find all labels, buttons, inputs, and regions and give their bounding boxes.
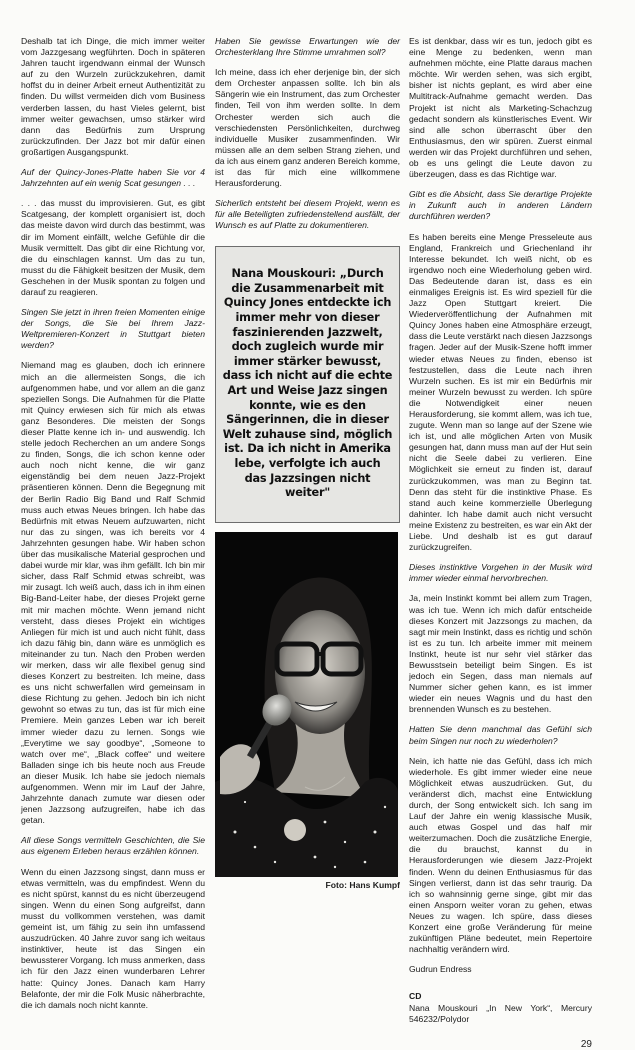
answer-paragraph: Es haben bereits eine Menge Presseleute aus England, Frankreich und Griechenland ihr Interesse bekundet. Ich weiß nicht, ob es irgendwo noch eine Wiederholung geben wird. Das Bedeutende daran ist, dass es ein einmaliges Ereignis ist. Es wird speziell für die Jazz Open Stuttgart kreiert. Die Wiederveröffentlichung der Aufnahmen mit Quincy Jones haben eine Atmosphäre erzeugt, dass die Leute verstärkt nach diesen Jazzsongs fragen. Jeder auf der Musik-Szene hofft immer wieder etwas Neues zu finden, ebenso ist festzustellen, dass die Leute nach ihren Wurzeln suchen. Es ist mir ein Bedürfnis mir meiner Wurzeln bewusst zu werden. Ich spüre die Notwendigkeit einer neuen Herausforderung, sie kommt allem, was ich tue, zugute. Wenn man so lange auf der Szene wie ich ist, und alle möglichen Arten von Musik gesungen hat, dann muss man auf der Hut sein nicht die Seele dabei zu verlieren. Eine Möglichkeit sie erneut zu finden ist, darauf zurückzukommen, was man zu Beginn tat. Denn das steht für die instinktive Phase. Es stand auch keine kommerzielle Überlegung dahinter. Ich habe damit auch nicht versucht meine Existenz zu bestreiten, es war ein Akt der Liebe. Und deshalb ist es gut darauf zurückzugreifen. [409,231,592,553]
question-paragraph: Auf der Quincy-Jones-Platte haben Sie vor 4 Jahrzehnten auf ein wenig Scat gesungen . . . [21,167,205,189]
page-number: 29 [580,1038,592,1050]
question-paragraph: Gibt es die Absicht, dass Sie derartige Projekte in Zukunft auch in anderen Ländern durchführen werden? [409,189,592,222]
answer-paragraph: Es ist denkbar, dass wir es tun, jedoch gibt es eine Menge zu bedenken, wenn man aufnehmen möchte, eine Platte daraus machen möchte. Wir werden sehen, was sich ergibt, bisher ist nichts geplant, es wird aber eine Multitrack-Aufnahme gemacht werden. Das Projekt ist nicht als Marketing-Schachzug gedacht sondern als künstlerisches Event. Wir sind alle schon überrascht über den Enthusiasmus, den wir spüren. Zuerst einmal werden wir das Projekt durchführen und sehen, ob es uns gelingt die Leute davon zu überzeugen, dass es das Richtige war. [409,36,592,180]
question-paragraph: All diese Songs vermitteln Geschichten, die Sie aus eigenem Erleben heraus erzählen können. [21,835,205,857]
answer-paragraph: Deshalb tat ich Dinge, die mich immer weiter vom Jazzgesang wegführten. Doch in späteren Jahren taucht irgendwann einmal der Wunsch auf zu den Wurzeln zurückzukehren, damit hoffst du in deiner Arbeit erneut Authentizität zu finden. Du willst vermeiden dich vom Business verderben lassen, du hast Vieles gelernt, bist immer weiter gewachsen, umso stärker wird dann das Bedürfnis zum Ursprung zurückzufinden. Der Jazz bot mir dafür einen großartigen Ausgangspunkt. [21,36,205,157]
article-column-1 [21,36,205,1020]
answer-paragraph: Wenn du einen Jazzsong singst, dann muss er etwas vermitteln, was du empfindest. Wenn du es nicht spürst, kannst du es nicht überzeugend singen. Wenn du einen Song aufgreifst, dann musst du vollkommen verstehen, was damit gemeint ist, um fähig zu sein ihn umfassend auszudrücken. 40 Jahre zuvor sang ich weitaus instinktiver, heute ist das Singen ein bewussterer Vorgang. Ich muss anmerken, dass ich für den Jazz einen wunderbaren Lehrer hatte: Quincy Jones. Danach kam Harry Belafonte, der mir die Folk Music näherbrachte, die ich damals noch nicht kannte. [21,866,205,1010]
question-paragraph: Sicherlich entsteht bei diesem Projekt, wenn es für alle Beteiligten zufriedenstellend ausfällt, der Wunsch es auf Platte zu dokumentieren. [215,198,400,231]
answer-paragraph: Ich meine, dass ich eher derjenige bin, der sich dem Orchester anpassen sollte. Ich bin als Sängerin wie ein Instrument, das zum Orchester finden, Teil von ihm werden sollte. In dem Orchester werden sich auch die verschiedensten Persönlichkeiten, durchweg individuelle Musiker zusammenfinden. Wir müssen alle an dem selben Strang ziehen, und da ich aus einem ganz anderen Bereich komme, ist das für mich eine willkommene Herausforderung. [215,67,400,189]
question-paragraph: Hatten Sie denn manchmal das Gefühl sich beim Singen nur noch zu wiederholen? [409,724,592,746]
answer-paragraph: Niemand mag es glauben, doch ich erinnere mich an die allermeisten Songs, die ich aufgenommen habe, und vor allem an die ganz speziellen Songs. Die Aufnahmen für die Platte mit Quincy erwiesen sich für mich als etwas ganz Besonderes. Die meisten der Songs dieser Platte kenne ich in- und auswendig. Ich stelle jedoch Recherchen an um andere Songs zu finden, Songs, die ich schon kenne oder auch noch nicht kenne, die wir ganz eigenständig bei dem neuen Jazz-Projekt präsentieren können. Denn die Begegnung mit der Berlin Radio Big Band und Ralf Schmid muss auch etwas Neues bringen. Ich habe das Bedürfnis mit etwas Neuem aufzuwarten, nicht nur das zu singen, was ich bereits vor 4 Jahrzehnten gesungen habe. Wir haben schon über das musikalische Material gesprochen und dabei wurde mir klar, was ihm gefällt. Ich bin mir sicher, dass Ralf Schmid etwas schreibt, was mir zusagt. Ich weiß auch, dass ich in ihm einen Big-Band-Leiter habe, der dieses Projekt gerne mit mir machen möchte. Wenn jemand nicht versteht, dass dieses Projekt ein wichtiges Anliegen für mich ist und auch nicht fühlt, dass ich dazu fähig bin, dann wäre es unmöglich es miteinander zu tun. Nach den Proben werden wir merken, dass wir alle flexibel genug sind dieses Konzert zu bestreiten. Ich meine, dass es uns nicht schwerfallen wird gemeinsam in diese Richtung zu gehen. Jedoch bin ich nicht gewohnt so etwas zu tun, das ist für mich eine Premiere. Mein ganzes Leben war ich bereit immer wieder dazu zu lernen. Songs wie „Everytime we say goodbye“, „Someone to watch over me“, „Black coffee“ und weitere Balladen singe ich bis heute noch aus Freude an dieser Musik. Ich habe sie jedoch niemals aufgenommen. Wenn mir im Lauf der Jahre, Jahrzehnte danach zumute war diesen oder jenen Jazzsong aufzugreifen, habe ich das getan. [21,360,205,826]
pull-quote-box [215,246,400,523]
cd-label: CD [409,991,422,1002]
answer-paragraph: Nein, ich hatte nie das Gefühl, dass ich mich wiederhole. Es gibt immer wieder eine neue Möglichkeit etwas auszudrücken. Gut, du veränderst dich, machst eine Entwicklung durch, der Song entwickelt sich. Ich sang im Lauf der Jahre ein wenig klassische Musik, auch etwas Gospel und das half mir weiterzumachen. Doch die zusätzliche Energie, die du brauchst, kannst du in Herausforderungen wie diesem Jazz-Projekt finden. Wenn du deinen Enthusiasmus für das Singen verlierst, dann ist das sehr traurig. Da ich so wahnsinnig gerne singe, gibt mir das einen Ansporn weiter voran zu gehen, etwas Neues zu wagen. Ich spüre, dass dieses Konzert eine große Veränderung für meine zukünftigen Pläne bedeutet, mein Repertoire nachhaltig verändern wird. [409,755,592,955]
article-column-2 [215,36,400,891]
singer-photo-illustration [215,532,398,877]
question-paragraph: Dieses instinktive Vorgehen in der Musik wird immer wieder einmal hervorbrechen. [409,562,592,584]
article-column-3 [409,36,592,1050]
photo-caption: Foto: Hans Kumpf [325,879,400,890]
answer-paragraph: Ja, mein Instinkt kommt bei allem zum Tragen, was ich tue. Wenn ich mich dafür entscheide dieses Konzert mit Jazzsongs zu machen, da sagt mir mein Instinkt, dass es richtig und schön ist es zu tun. Ich arbeite immer mit meinem Instinkt, heute ist nur sehr viel stärker das Bewusstsein beteiligt beim Singen. Es ist jedoch ein Segen, dass man niemals auf Nummer sicher gehen kann, es ist immer wieder ein neues Wagnis und du hast den brennenden Wunsch es zu bestehen. [409,593,592,715]
author-name: Gudrun Endress [409,964,472,975]
question-paragraph: Singen Sie jetzt in ihren freien Momenten einige der Songs, die Sie bei Ihrem Jazz-Weltpremieren-Konzert in Stuttgart bieten werden? [21,307,205,351]
cd-info [409,991,592,1024]
pull-quote-text: Nana Mouskouri: „Durch die Zusammenarbeit mit Quincy Jones entdeckte ich immer mehr von dieser faszinierenden Jazzwelt, doch zugleich wurde mir immer stärker bewusst, dass ich nicht auf die echte Art und Weise Jazz singen konnte, wie es den Sängerinnen, die in dieser Welt zuhause sind, möglich ist. Da ich nicht in Amerika lebe, verfolgte ich auch das Jazzsingen nicht weiter" [222,267,393,500]
artist-photo [215,532,398,877]
cd-details: Nana Mouskouri „In New York“, Mercury 546232/Polydor [409,1002,592,1024]
question-paragraph: Haben Sie gewisse Erwartungen wie der Orchesterklang Ihre Stimme umrahmen soll? [215,36,400,58]
answer-paragraph: . . . das musst du improvisieren. Gut, es gibt Scatgesang, der komplett organisiert ist, doch das meiste davon wird durch das bestimmt, was dir im Moment einfällt, welche Gefühle dir die Musik vermittelt. Das gibt dir eine Richtung vor, die du einschlagen kannst. Um das zu tun, musst du die Fähigkeit besitzen der Musik, dem Geschehen in der Musik spontan zu folgen und darauf zu reagieren. [21,198,205,297]
